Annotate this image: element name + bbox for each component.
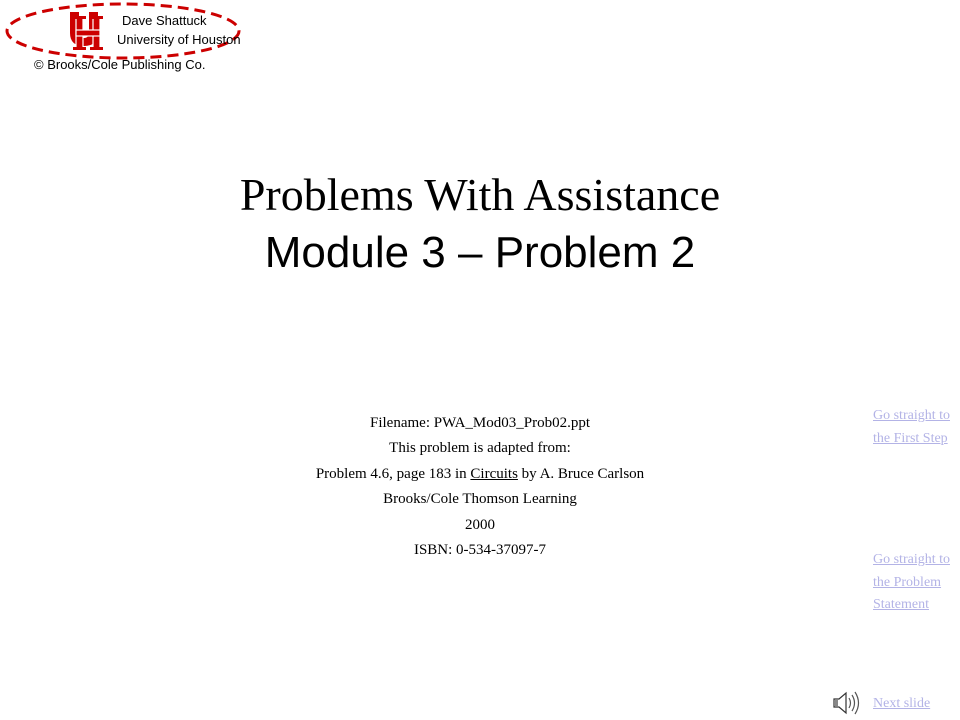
title-line-2: Module 3 – Problem 2 — [264, 228, 696, 277]
adapted-line: This problem is adapted from: — [389, 440, 571, 457]
slide-title — [0, 166, 960, 282]
go-to-problem-statement-link[interactable]: Go straight to the Problem Statement — [873, 552, 950, 613]
publisher-line: Brooks/Cole Thomson Learning — [383, 491, 577, 508]
source-suffix: by A. Bruce Carlson — [517, 465, 645, 482]
uh-emblem — [70, 12, 103, 50]
year-line: 2000 — [465, 516, 495, 533]
source-book-title: Circuits — [470, 465, 518, 482]
isbn-line: ISBN: 0-534-37097-7 — [413, 541, 547, 558]
speaker-icon[interactable] — [830, 688, 860, 718]
filename-line: Filename: PWA_Mod03_Prob02.ppt — [370, 415, 590, 431]
source-prefix: Problem 4.6, page 183 in — [315, 465, 471, 482]
source-info — [0, 411, 960, 563]
next-slide-link[interactable]: Next slide — [873, 696, 931, 711]
source-line — [0, 462, 960, 487]
title-line-1: Problems With Assistance — [239, 169, 721, 220]
go-to-first-step-link[interactable]: Go straight to the First Step — [873, 408, 950, 446]
logo-name: Dave Shattuck — [122, 13, 207, 28]
logo-university: University of Houston — [117, 32, 241, 47]
logo-area — [0, 0, 250, 80]
logo-copyright: © Brooks/Cole Publishing Co. — [34, 57, 206, 72]
